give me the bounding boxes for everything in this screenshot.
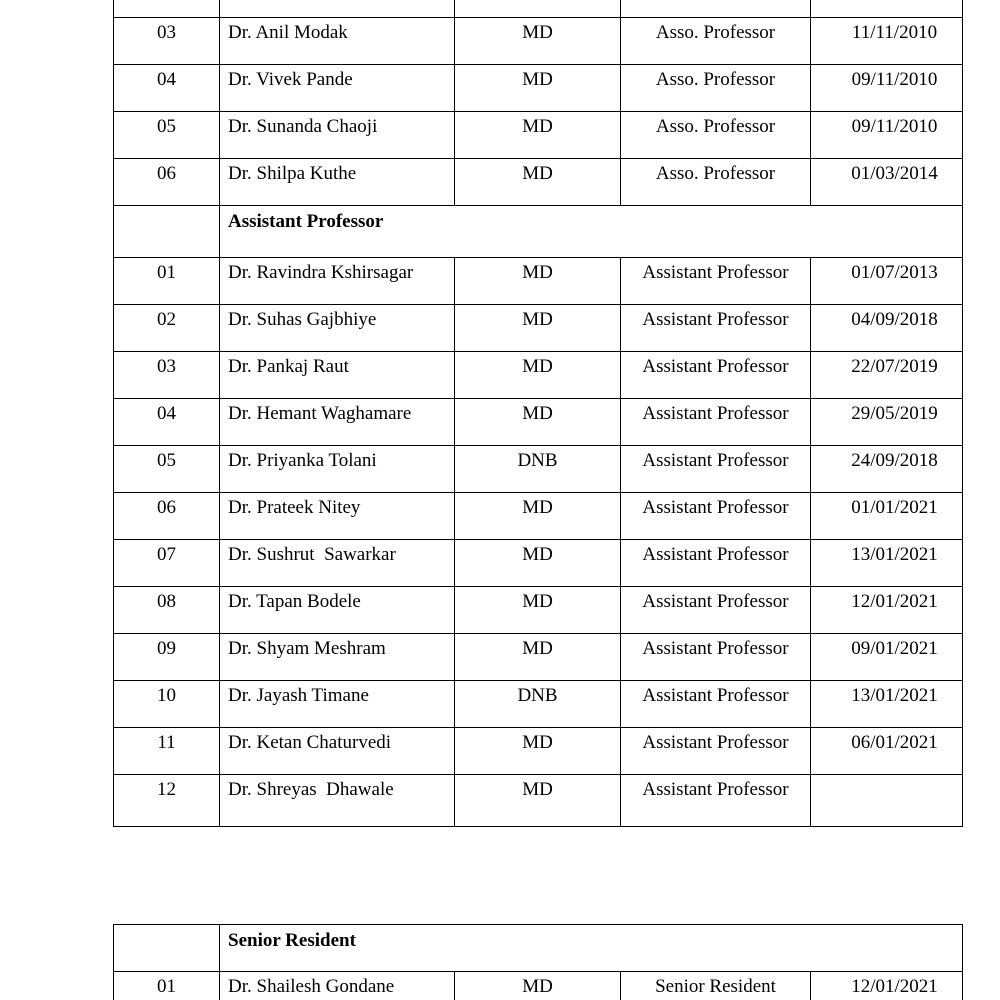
name-cell: Dr. Hemant Waghamare (220, 399, 455, 446)
date-cell: 01/03/2014 (811, 159, 963, 206)
serial-number-cell: 02 (114, 305, 220, 352)
serial-number-cell: 12 (114, 775, 220, 827)
name-cell: Dr. Priyanka Tolani (220, 446, 455, 493)
serial-number-cell: 06 (114, 159, 220, 206)
qualification-cell: MD (455, 65, 621, 112)
section-header-row (114, 925, 963, 972)
table-row (114, 65, 963, 112)
serial-number-cell: 03 (114, 18, 220, 65)
serial-number-cell: 07 (114, 540, 220, 587)
designation-cell: Asso. Professor (621, 65, 811, 112)
date-cell: 22/07/2019 (811, 352, 963, 399)
designation-cell: Assistant Professor (621, 352, 811, 399)
name-cell: Dr. Shreyas Dhawale (220, 775, 455, 827)
designation-cell: Asso. Professor (621, 159, 811, 206)
table-row (114, 775, 963, 827)
date-cell: 09/11/2010 (811, 112, 963, 159)
qualification-cell: MD (455, 18, 621, 65)
date-cell: 12/01/2021 (811, 972, 963, 1000)
qualification-cell: MD (455, 493, 621, 540)
table-row (114, 681, 963, 728)
table-row (114, 540, 963, 587)
date-cell: 11/11/2010 (811, 18, 963, 65)
table-row (114, 0, 963, 18)
qualification-cell: MD (455, 352, 621, 399)
designation-cell: Assistant Professor (621, 775, 811, 827)
name-cell: Dr. Tapan Bodele (220, 587, 455, 634)
date-cell: 06/01/2021 (811, 728, 963, 775)
date-cell: 09/01/2021 (811, 634, 963, 681)
qualification-cell: MD (455, 112, 621, 159)
date-cell: 13/01/2021 (811, 540, 963, 587)
serial-number-cell: 08 (114, 587, 220, 634)
table-cell (811, 0, 963, 18)
faculty-table (113, 0, 963, 827)
serial-number-cell: 06 (114, 493, 220, 540)
serial-number-cell: 04 (114, 65, 220, 112)
designation-cell: Asso. Professor (621, 18, 811, 65)
designation-cell: Assistant Professor (621, 540, 811, 587)
table-row (114, 972, 963, 1000)
date-cell: 12/01/2021 (811, 587, 963, 634)
table-cell (220, 0, 455, 18)
table-cell (621, 0, 811, 18)
name-cell: Dr. Anil Modak (220, 18, 455, 65)
table-row (114, 18, 963, 65)
table-cell (114, 925, 220, 972)
faculty-table-body (114, 0, 963, 827)
qualification-cell: MD (455, 305, 621, 352)
designation-cell: Asso. Professor (621, 112, 811, 159)
qualification-cell: MD (455, 728, 621, 775)
name-cell: Dr. Sushrut Sawarkar (220, 540, 455, 587)
qualification-cell: DNB (455, 446, 621, 493)
name-cell: Dr. Shilpa Kuthe (220, 159, 455, 206)
name-cell: Dr. Sunanda Chaoji (220, 112, 455, 159)
designation-cell: Assistant Professor (621, 587, 811, 634)
designation-cell: Assistant Professor (621, 681, 811, 728)
name-cell: Dr. Vivek Pande (220, 65, 455, 112)
table-row (114, 446, 963, 493)
qualification-cell: MD (455, 634, 621, 681)
qualification-cell: MD (455, 972, 621, 1000)
name-cell: Dr. Ketan Chaturvedi (220, 728, 455, 775)
senior-resident-table (113, 924, 963, 1000)
name-cell: Dr. Shyam Meshram (220, 634, 455, 681)
designation-cell: Assistant Professor (621, 634, 811, 681)
serial-number-cell: 10 (114, 681, 220, 728)
table-row (114, 305, 963, 352)
name-cell: Dr. Ravindra Kshirsagar (220, 258, 455, 305)
table-cell (114, 206, 220, 258)
date-cell: 29/05/2019 (811, 399, 963, 446)
designation-cell: Assistant Professor (621, 446, 811, 493)
date-cell: 13/01/2021 (811, 681, 963, 728)
name-cell: Dr. Shailesh Gondane (220, 972, 455, 1000)
qualification-cell: MD (455, 775, 621, 827)
qualification-cell: DNB (455, 681, 621, 728)
table-row (114, 352, 963, 399)
date-cell (811, 775, 963, 827)
designation-cell: Assistant Professor (621, 399, 811, 446)
serial-number-cell: 01 (114, 972, 220, 1000)
designation-cell: Senior Resident (621, 972, 811, 1000)
serial-number-cell: 09 (114, 634, 220, 681)
table-row (114, 493, 963, 540)
date-cell: 01/01/2021 (811, 493, 963, 540)
serial-number-cell: 01 (114, 258, 220, 305)
date-cell: 09/11/2010 (811, 65, 963, 112)
serial-number-cell: 05 (114, 446, 220, 493)
section-header-row (114, 206, 963, 258)
name-cell: Dr. Suhas Gajbhiye (220, 305, 455, 352)
name-cell: Dr. Pankaj Raut (220, 352, 455, 399)
qualification-cell: MD (455, 159, 621, 206)
table-row (114, 634, 963, 681)
table-row (114, 399, 963, 446)
date-cell: 24/09/2018 (811, 446, 963, 493)
table-row (114, 112, 963, 159)
date-cell: 04/09/2018 (811, 305, 963, 352)
qualification-cell: MD (455, 540, 621, 587)
section-title-assistant-professor: Assistant Professor (220, 206, 963, 258)
senior-resident-table-body (114, 925, 963, 1000)
table-row (114, 728, 963, 775)
serial-number-cell: 11 (114, 728, 220, 775)
table-row (114, 159, 963, 206)
qualification-cell: MD (455, 587, 621, 634)
table-row (114, 258, 963, 305)
designation-cell: Assistant Professor (621, 728, 811, 775)
designation-cell: Assistant Professor (621, 258, 811, 305)
designation-cell: Assistant Professor (621, 493, 811, 540)
table-cell (114, 0, 220, 18)
date-cell: 01/07/2013 (811, 258, 963, 305)
qualification-cell: MD (455, 258, 621, 305)
qualification-cell: MD (455, 399, 621, 446)
table-cell (455, 0, 621, 18)
serial-number-cell: 04 (114, 399, 220, 446)
designation-cell: Assistant Professor (621, 305, 811, 352)
serial-number-cell: 05 (114, 112, 220, 159)
name-cell: Dr. Prateek Nitey (220, 493, 455, 540)
section-title-senior-resident: Senior Resident (220, 925, 963, 972)
serial-number-cell: 03 (114, 352, 220, 399)
table-row (114, 587, 963, 634)
name-cell: Dr. Jayash Timane (220, 681, 455, 728)
